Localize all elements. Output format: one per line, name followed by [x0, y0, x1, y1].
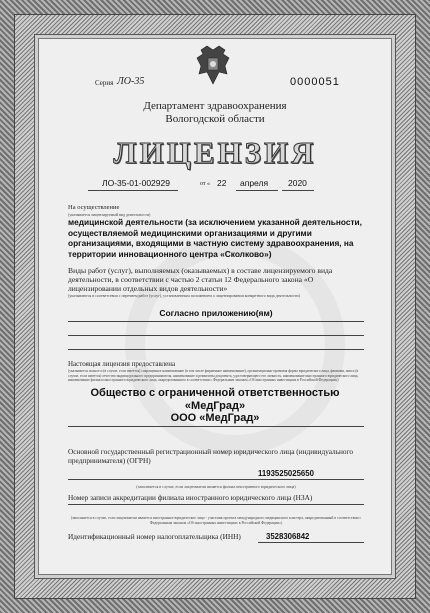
document-title: ЛИЦЕНЗИЯ	[113, 135, 317, 170]
licensee-full-name-line-2: «МедГрад»	[184, 399, 246, 412]
activity-text: медицинской деятельности (за исключением указанной деятельности, осуществляемой медицинскими организациями и другими организациями, входящими в частную систему здравоохранения, на территории инновационного центра «Сколково»)	[68, 217, 362, 259]
issuer-line-1: Департамент здравоохранения	[143, 100, 287, 112]
works-hint: (указываются в соответствии с перечнем работ (услуг), установленным положением о лицензировании конкретного вида деятельности)	[68, 293, 300, 298]
granted-label: Настоящая лицензия предоставлена	[68, 360, 176, 368]
appendix-reference: Согласно приложению(ям)	[159, 308, 273, 318]
licensee-full-name-line-1: Общество с ограниченной ответственностью	[90, 387, 340, 399]
inn-label: Идентификационный номер налогоплательщика (ИНН)	[68, 532, 241, 541]
ogrn-label: Основной государственный регистрационный номер юридического лица (индивидуального предпринимателя) (ОГРН)	[68, 447, 354, 465]
date-day: 22	[217, 178, 227, 188]
coat-of-arms-icon	[193, 44, 233, 88]
license-number: ЛО-35-01-002929	[102, 178, 170, 188]
series-value: ЛО-35	[117, 76, 145, 87]
issuer-line-2: Вологодской области	[165, 113, 265, 125]
date-month: апреля	[240, 178, 269, 188]
activity-hint: (указывается лицензируемый вид деятельности)	[68, 212, 151, 217]
inn-value: 3528306842	[266, 532, 310, 541]
activity-label: На осуществление	[68, 204, 120, 211]
licensee-name	[60, 387, 370, 425]
ogrn-value: 1193525025650	[258, 469, 314, 478]
issuer-name	[60, 100, 370, 126]
series-label: Серия	[95, 79, 114, 87]
date-year: 2020	[288, 178, 307, 188]
works-text: Виды работ (услуг), выполняемых (оказываемых) в составе лицензируемого вида деятельности, в соответствии с частью 2 статьи 12 Федерального закона «О лицензировании отдельных видов деятельности»	[68, 266, 333, 293]
granted-hint: (указывается полное и (в случае, если имеется) сокращенное наименование (в том числе фирменное наименование), организационно-правовая форма юридического лица, фамилия, имя и (в случае, если имеется) отчество индивидуального предпринимателя, наименование и реквизиты документа, удостоверяющего его личность, наименование иностранного юридического лица, наименование филиала иностранного юридического лица, аккредитованного в соответствии с Федеральным законом «Об иностранных инвестициях в Российской Федерации»)	[68, 369, 359, 383]
inn-hint: (заполняется в случае, если лицензиатом является иностранное юридическое лицо - участник проекта международного медицинского кластера, аккредитованный в соответствии с Федеральным законом «Об иностранных инвестициях в Российской Федерации»)	[70, 516, 362, 525]
branch-hint: (заполняется в случае, если лицензиатом является филиал иностранного юридического лица)	[136, 484, 296, 489]
branch-label: Номер записи аккредитации филиала иностранного юридического лица (НЗА)	[68, 493, 313, 502]
licensee-short-name: ООО «МедГрад»	[170, 412, 260, 424]
date-from-label: от «	[200, 181, 211, 187]
form-number: 0000051	[290, 76, 340, 88]
